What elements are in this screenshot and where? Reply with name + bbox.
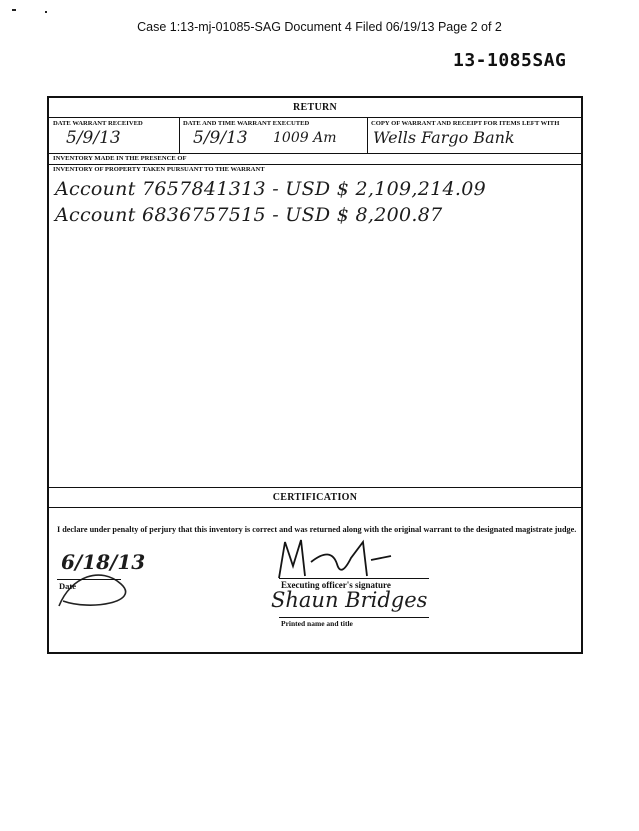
divider [49, 164, 581, 165]
scan-mark [45, 11, 47, 13]
scan-mark [12, 9, 16, 11]
inventory-property-label: INVENTORY OF PROPERTY TAKEN PURSUANT TO THE WARRANT [53, 166, 265, 173]
date-executed-value: 5/9/13 [193, 128, 248, 148]
time-executed-value: 1009 Am [273, 130, 337, 146]
date-received-value: 5/9/13 [66, 128, 121, 148]
printed-name-value: Shaun Bridges [271, 588, 428, 612]
divider [49, 117, 581, 118]
divider [367, 117, 368, 153]
officer-signature-line [279, 578, 429, 579]
divider [179, 117, 180, 153]
certification-date-value: 6/18/13 [61, 550, 146, 574]
divider [49, 153, 581, 154]
officer-signature-label: Executing officer's signature [281, 580, 391, 590]
certification-title: CERTIFICATION [272, 492, 358, 503]
printed-name-line [279, 617, 429, 618]
printed-name-label: Printed name and title [281, 619, 353, 628]
date-received-label: DATE WARRANT RECEIVED [53, 120, 143, 127]
officer-signature-image [271, 536, 411, 582]
inventory-item: Account 7657841313 - USD $ 2,109,214.09 [55, 178, 487, 200]
copy-left-value: Wells Fargo Bank [373, 128, 515, 147]
inventory-presence-label: INVENTORY MADE IN THE PRESENCE OF [53, 155, 187, 162]
inventory-item: Account 6836757515 - USD $ 8,200.87 [55, 204, 443, 226]
case-number-stamp: 13-1085SAG [453, 50, 567, 71]
certification-statement: I declare under penalty of perjury that this inventory is correct and was returned along with the original warrant to the designated magistrate judge. [57, 525, 577, 534]
divider [49, 507, 581, 508]
divider [49, 487, 581, 488]
warrant-return-form [47, 96, 583, 654]
copy-left-label: COPY OF WARRANT AND RECEIPT FOR ITEMS LEFT WITH [371, 120, 560, 127]
date-line [57, 579, 121, 580]
document-header: Case 1:13-mj-01085-SAG Document 4 Filed 06/19/13 Page 2 of 2 [137, 20, 502, 34]
date-label: Date [59, 581, 76, 591]
date-time-executed-label: DATE AND TIME WARRANT EXECUTED [183, 120, 310, 127]
return-title: RETURN [292, 102, 338, 113]
